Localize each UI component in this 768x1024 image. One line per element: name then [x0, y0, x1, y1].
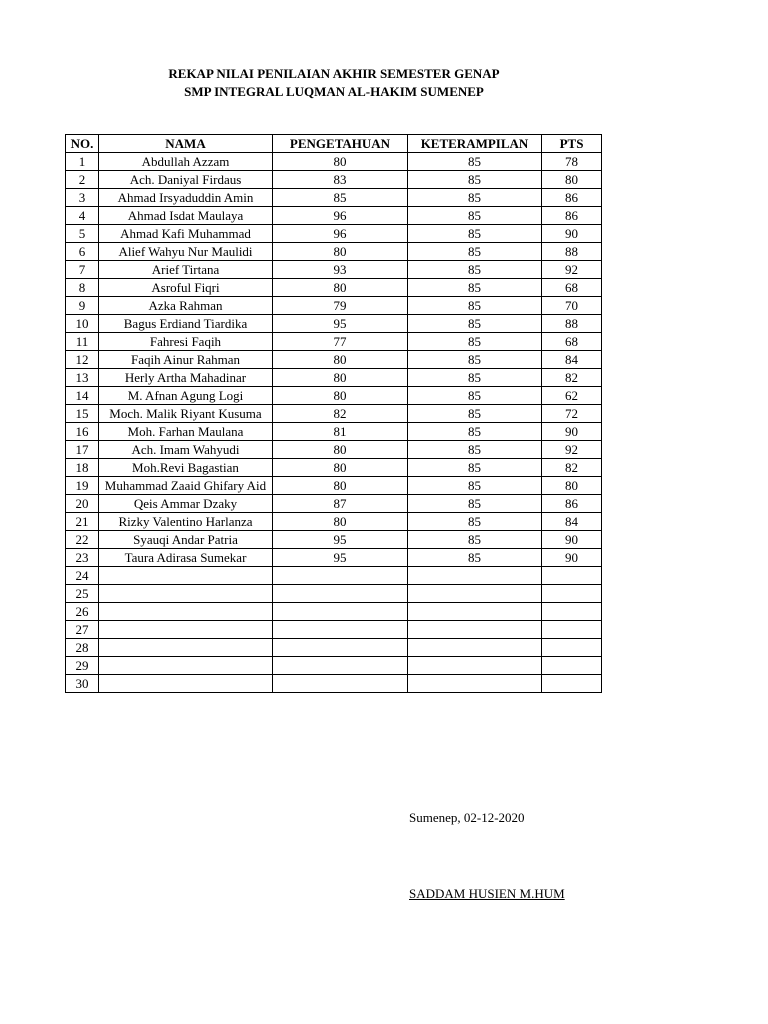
cell-no: 28: [66, 639, 99, 657]
table-row: [66, 585, 602, 603]
column-header-pengetahuan: PENGETAHUAN: [273, 135, 408, 153]
table-row: [66, 225, 602, 243]
cell-pengetahuan: [273, 639, 408, 657]
cell-pts: 84: [542, 351, 602, 369]
cell-keterampilan: 85: [408, 369, 542, 387]
table-row: [66, 549, 602, 567]
table-row: [66, 207, 602, 225]
signer-name: SADDAM HUSIEN M.HUM: [409, 886, 565, 901]
cell-keterampilan: 85: [408, 351, 542, 369]
column-header-keterampilan: KETERAMPILAN: [408, 135, 542, 153]
cell-nama: [99, 657, 273, 675]
cell-keterampilan: 85: [408, 297, 542, 315]
cell-nama: Taura Adirasa Sumekar: [99, 549, 273, 567]
cell-nama: M. Afnan Agung Logi: [99, 387, 273, 405]
cell-no: 6: [66, 243, 99, 261]
cell-nama: Muhammad Zaaid Ghifary Aid: [99, 477, 273, 495]
cell-nama: Abdullah Azzam: [99, 153, 273, 171]
place-date: Sumenep, 02-12-2020: [409, 810, 525, 825]
cell-pts: 90: [542, 549, 602, 567]
table-row: [66, 405, 602, 423]
cell-no: 25: [66, 585, 99, 603]
cell-pts: 68: [542, 333, 602, 351]
table-row: [66, 315, 602, 333]
cell-keterampilan: 85: [408, 315, 542, 333]
cell-pengetahuan: 82: [273, 405, 408, 423]
cell-pts: 70: [542, 297, 602, 315]
cell-no: 19: [66, 477, 99, 495]
table-row: [66, 531, 602, 549]
cell-pengetahuan: 80: [273, 459, 408, 477]
cell-no: 17: [66, 441, 99, 459]
cell-nama: Arief Tirtana: [99, 261, 273, 279]
cell-keterampilan: 85: [408, 549, 542, 567]
cell-pts: [542, 585, 602, 603]
cell-nama: [99, 603, 273, 621]
cell-nama: [99, 585, 273, 603]
cell-keterampilan: 85: [408, 531, 542, 549]
cell-pts: [542, 567, 602, 585]
cell-nama: Ahmad Isdat Maulaya: [99, 207, 273, 225]
cell-pengetahuan: [273, 567, 408, 585]
cell-keterampilan: 85: [408, 423, 542, 441]
cell-pengetahuan: 80: [273, 243, 408, 261]
cell-pengetahuan: [273, 675, 408, 693]
cell-pengetahuan: 85: [273, 189, 408, 207]
table-row: [66, 351, 602, 369]
cell-no: 16: [66, 423, 99, 441]
cell-pts: 86: [542, 495, 602, 513]
cell-no: 11: [66, 333, 99, 351]
cell-keterampilan: 85: [408, 459, 542, 477]
cell-nama: [99, 675, 273, 693]
cell-nama: Herly Artha Mahadinar: [99, 369, 273, 387]
cell-nama: Ahmad Irsyaduddin Amin: [99, 189, 273, 207]
cell-nama: Fahresi Faqih: [99, 333, 273, 351]
cell-pts: [542, 603, 602, 621]
cell-pengetahuan: 80: [273, 279, 408, 297]
cell-no: 22: [66, 531, 99, 549]
cell-keterampilan: 85: [408, 189, 542, 207]
cell-pengetahuan: 80: [273, 441, 408, 459]
table-body: [66, 153, 602, 693]
table-row: [66, 189, 602, 207]
table-row: [66, 459, 602, 477]
table-row: [66, 567, 602, 585]
cell-pengetahuan: [273, 603, 408, 621]
cell-no: 1: [66, 153, 99, 171]
cell-nama: [99, 567, 273, 585]
document-title: REKAP NILAI PENILAIAN AKHIR SEMESTER GENAP: [168, 66, 500, 81]
cell-pengetahuan: 95: [273, 549, 408, 567]
grade-table: [65, 134, 602, 693]
cell-no: 29: [66, 657, 99, 675]
cell-no: 21: [66, 513, 99, 531]
table-row: [66, 153, 602, 171]
column-header-nama: NAMA: [99, 135, 273, 153]
cell-nama: Moh.Revi Bagastian: [99, 459, 273, 477]
cell-pengetahuan: 80: [273, 477, 408, 495]
cell-pts: 80: [542, 171, 602, 189]
cell-keterampilan: 85: [408, 405, 542, 423]
cell-pts: 90: [542, 225, 602, 243]
cell-pengetahuan: 80: [273, 351, 408, 369]
cell-nama: Alief Wahyu Nur Maulidi: [99, 243, 273, 261]
cell-nama: Azka Rahman: [99, 297, 273, 315]
cell-pts: 90: [542, 531, 602, 549]
table-row: [66, 279, 602, 297]
cell-keterampilan: 85: [408, 261, 542, 279]
cell-keterampilan: 85: [408, 225, 542, 243]
table-row: [66, 621, 602, 639]
cell-no: 13: [66, 369, 99, 387]
cell-pts: 92: [542, 261, 602, 279]
table-row: [66, 477, 602, 495]
cell-pengetahuan: 77: [273, 333, 408, 351]
table-row: [66, 513, 602, 531]
cell-keterampilan: 85: [408, 279, 542, 297]
cell-pts: 86: [542, 189, 602, 207]
cell-keterampilan: 85: [408, 207, 542, 225]
cell-nama: Rizky Valentino Harlanza: [99, 513, 273, 531]
cell-keterampilan: 85: [408, 477, 542, 495]
cell-pts: 62: [542, 387, 602, 405]
cell-no: 7: [66, 261, 99, 279]
table-row: [66, 441, 602, 459]
cell-nama: Moh. Farhan Maulana: [99, 423, 273, 441]
cell-keterampilan: 85: [408, 153, 542, 171]
cell-pts: 82: [542, 369, 602, 387]
cell-pengetahuan: [273, 621, 408, 639]
cell-pengetahuan: 93: [273, 261, 408, 279]
cell-pengetahuan: 96: [273, 207, 408, 225]
column-header-pts: PTS: [542, 135, 602, 153]
cell-pengetahuan: 79: [273, 297, 408, 315]
table-row: [66, 243, 602, 261]
cell-pts: [542, 675, 602, 693]
cell-keterampilan: 85: [408, 513, 542, 531]
cell-pengetahuan: 95: [273, 531, 408, 549]
school-name: SMP INTEGRAL LUQMAN AL-HAKIM SUMENEP: [184, 84, 484, 99]
cell-pts: [542, 639, 602, 657]
table-row: [66, 171, 602, 189]
cell-no: 20: [66, 495, 99, 513]
cell-pengetahuan: 80: [273, 387, 408, 405]
cell-keterampilan: [408, 603, 542, 621]
cell-keterampilan: [408, 567, 542, 585]
table-row: [66, 387, 602, 405]
cell-nama: [99, 621, 273, 639]
cell-no: 9: [66, 297, 99, 315]
cell-nama: Qeis Ammar Dzaky: [99, 495, 273, 513]
cell-nama: Bagus Erdiand Tiardika: [99, 315, 273, 333]
table-row: [66, 423, 602, 441]
cell-nama: Asroful Fiqri: [99, 279, 273, 297]
table-row: [66, 675, 602, 693]
cell-no: 23: [66, 549, 99, 567]
cell-pengetahuan: [273, 585, 408, 603]
cell-pengetahuan: 80: [273, 153, 408, 171]
cell-pengetahuan: 96: [273, 225, 408, 243]
cell-keterampilan: 85: [408, 171, 542, 189]
cell-pts: 84: [542, 513, 602, 531]
cell-pts: 80: [542, 477, 602, 495]
cell-pts: 72: [542, 405, 602, 423]
cell-pts: [542, 657, 602, 675]
cell-no: 5: [66, 225, 99, 243]
cell-no: 30: [66, 675, 99, 693]
cell-pts: 88: [542, 243, 602, 261]
cell-no: 27: [66, 621, 99, 639]
cell-nama: Syauqi Andar Patria: [99, 531, 273, 549]
table-row: [66, 639, 602, 657]
cell-nama: Faqih Ainur Rahman: [99, 351, 273, 369]
cell-keterampilan: 85: [408, 387, 542, 405]
cell-keterampilan: 85: [408, 243, 542, 261]
cell-no: 10: [66, 315, 99, 333]
cell-no: 2: [66, 171, 99, 189]
cell-pts: 82: [542, 459, 602, 477]
cell-nama: Ahmad Kafi Muhammad: [99, 225, 273, 243]
table-row: [66, 495, 602, 513]
cell-keterampilan: [408, 675, 542, 693]
cell-no: 15: [66, 405, 99, 423]
cell-pengetahuan: 95: [273, 315, 408, 333]
cell-pengetahuan: 80: [273, 369, 408, 387]
cell-keterampilan: [408, 621, 542, 639]
cell-nama: Moch. Malik Riyant Kusuma: [99, 405, 273, 423]
table-row: [66, 297, 602, 315]
cell-pts: 88: [542, 315, 602, 333]
table-header-row: [66, 135, 602, 153]
table-row: [66, 369, 602, 387]
cell-pts: 68: [542, 279, 602, 297]
cell-nama: Ach. Imam Wahyudi: [99, 441, 273, 459]
table-row: [66, 603, 602, 621]
cell-pts: 92: [542, 441, 602, 459]
cell-no: 26: [66, 603, 99, 621]
cell-pengetahuan: 81: [273, 423, 408, 441]
table-row: [66, 333, 602, 351]
cell-nama: Ach. Daniyal Firdaus: [99, 171, 273, 189]
cell-no: 18: [66, 459, 99, 477]
cell-keterampilan: [408, 657, 542, 675]
cell-no: 12: [66, 351, 99, 369]
cell-pengetahuan: 83: [273, 171, 408, 189]
cell-pts: [542, 621, 602, 639]
cell-pengetahuan: 80: [273, 513, 408, 531]
cell-pengetahuan: 87: [273, 495, 408, 513]
cell-no: 14: [66, 387, 99, 405]
cell-keterampilan: [408, 639, 542, 657]
table-row: [66, 657, 602, 675]
cell-no: 4: [66, 207, 99, 225]
cell-keterampilan: [408, 585, 542, 603]
cell-keterampilan: 85: [408, 495, 542, 513]
cell-no: 24: [66, 567, 99, 585]
cell-no: 3: [66, 189, 99, 207]
cell-keterampilan: 85: [408, 441, 542, 459]
cell-nama: [99, 639, 273, 657]
cell-pts: 78: [542, 153, 602, 171]
column-header-no: NO.: [66, 135, 99, 153]
cell-no: 8: [66, 279, 99, 297]
cell-pts: 86: [542, 207, 602, 225]
cell-pengetahuan: [273, 657, 408, 675]
cell-pts: 90: [542, 423, 602, 441]
cell-keterampilan: 85: [408, 333, 542, 351]
table-row: [66, 261, 602, 279]
